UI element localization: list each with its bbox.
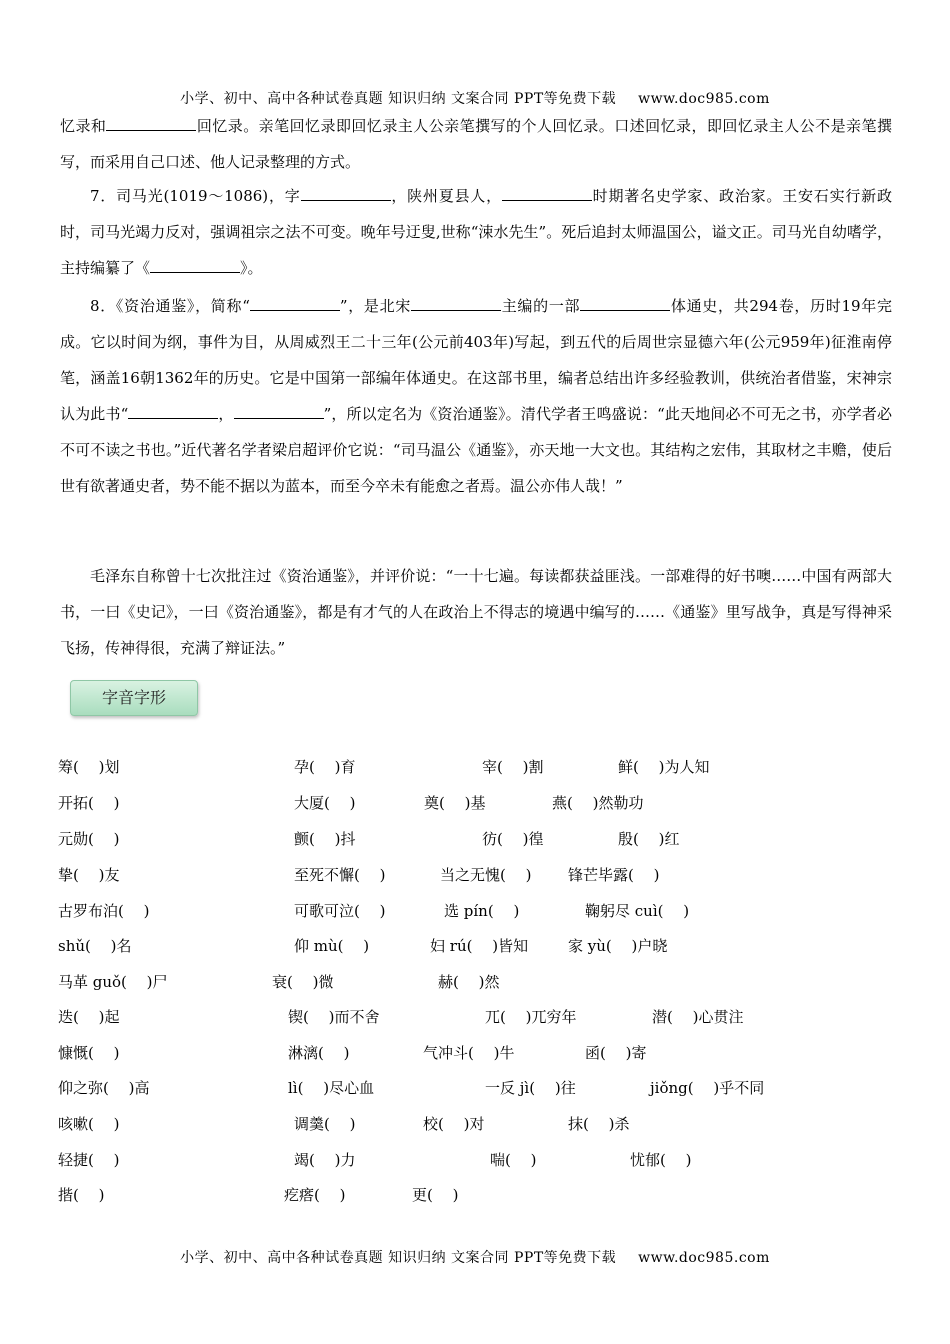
pronunciation-item: jiǒng( )乎不同	[650, 1079, 765, 1097]
pronunciation-item: 校( )对	[423, 1115, 485, 1133]
pronunciation-item: 开拓( )	[58, 794, 120, 812]
q8-text-c: 主编的一部	[501, 297, 581, 315]
mao-paragraph: 毛泽东自称曾十七次批注过《资治通鉴》，并评价说：“一十七遍。每读都获益匪浅。一部难得的好书噢……中国有两部大书，一曰《史记》，一曰《资治通鉴》，都是有才气的人在政治上不得志的境遇中编写的……《通鉴》里写战争，真是写得神采飞扬，传神得很，充满了辩证法。”	[60, 567, 892, 657]
q7-text-d: 》。	[240, 259, 263, 277]
blank-line	[234, 401, 324, 419]
pronunciation-item: 调羹( )	[294, 1115, 356, 1133]
pronunciation-item: 忧郁( )	[630, 1151, 692, 1169]
pronunciation-item: 至死不懈( )	[294, 866, 386, 884]
pronunciation-item: 兀( )兀穷年	[485, 1008, 577, 1026]
pronunciation-item: 挚( )友	[58, 866, 120, 884]
question-7	[60, 178, 892, 286]
pronunciation-item: 燕( )然勒功	[552, 794, 644, 812]
blank-line	[411, 293, 501, 311]
pronunciation-item: 赫( )然	[438, 973, 500, 991]
pronunciation-item: 仰 mù( )	[294, 937, 370, 955]
q7-text-c: 时期著名史学家、政治家。王安石实行新政时，司马光竭力反对，强调祖宗之法不可变。晚年号迂叟,世称“涑水先生”。死后追封太师温国公，谥文正。司马光自幼嗜学，主持编纂了《	[60, 187, 892, 277]
page-header	[0, 88, 950, 108]
pronunciation-item: 孕( )育	[294, 758, 356, 776]
q8-text-e: ，	[218, 405, 234, 423]
pronunciation-item: 一反 jì( )往	[485, 1079, 576, 1097]
pronunciation-item: 家 yù( )户晓	[568, 937, 668, 955]
pronunciation-item: 马革 guǒ( )尸	[58, 973, 168, 991]
header-text: 小学、初中、高中各种试卷真题 知识归纳 文案合同 PPT等免费下载	[180, 91, 617, 107]
footer-text: 小学、初中、高中各种试卷真题 知识归纳 文案合同 PPT等免费下载	[180, 1250, 617, 1266]
pronunciation-item: 鲜( )为人知	[618, 758, 710, 776]
pronunciation-item: 殷( )红	[618, 830, 680, 848]
memoir-text-b: 回忆录。亲笔回忆录即回忆录主人公亲笔撰写的个人回忆录。口述回忆录，即回忆录主人公不是亲笔撰写，而采用自己口述、他人记录整理的方式。	[60, 117, 892, 171]
section-title-button: 字音字形	[70, 680, 198, 716]
pronunciation-item: 淋漓( )	[288, 1044, 350, 1062]
q8-text-f: ”，所以定名为《资治通鉴》。清代学者王鸣盛说：“此天地间必不可无之书，亦学者必不可不读之书也。”近代著名学者梁启超评价它说：“司马温公《通鉴》，亦天地一大文也。其结构之宏伟，其取材之丰赡，使后世有欲著通史者，势不能不据以为蓝本，而至今卒未有能愈之者焉。温公亦伟人哉！”	[60, 405, 892, 495]
q8-text-d: 体通史，共294卷，历时19年完成。它以时间为纲，事件为目，从周威烈王二十三年(公元前403年)写起，到五代的后周世宗显德六年(公元959年)征淮南停笔，涵盖16朝1362年的历史。它是中国第一部编年体通史。在这部书里，编者总结出许多经验教训，供统治者借鉴，宋神宗认为此书“	[60, 297, 892, 423]
blank-line	[580, 293, 670, 311]
pronunciation-item: 当之无愧( )	[440, 866, 532, 884]
blank-line	[128, 401, 218, 419]
pronunciation-item: 元勋( )	[58, 830, 120, 848]
pronunciation-item: lì( )尽心血	[288, 1079, 375, 1097]
pronunciation-item: 鞠躬尽 cuì( )	[585, 902, 690, 920]
pronunciation-item: 迭( )起	[58, 1008, 120, 1026]
blank-line	[301, 183, 391, 201]
pronunciation-item: 慷慨( )	[58, 1044, 120, 1062]
pronunciation-item: 揩( )	[58, 1186, 105, 1204]
pronunciation-item: 颤( )抖	[294, 830, 356, 848]
pronunciation-item: 潜( )心贯注	[652, 1008, 744, 1026]
pronunciation-item: 更( )	[412, 1186, 459, 1204]
pronunciation-item: 抹( )杀	[568, 1115, 630, 1133]
pronunciation-item: 锋芒毕露( )	[568, 866, 660, 884]
pronunciation-item: 奠( )基	[424, 794, 486, 812]
pronunciation-item: 锲( )而不舍	[288, 1008, 380, 1026]
q7-text-b: ，陕州夏县人，	[390, 187, 502, 205]
memoir-text-a: 忆录和	[60, 117, 107, 135]
pronunciation-item: 喘( )	[490, 1151, 537, 1169]
pronunciation-item: 疙瘩( )	[284, 1186, 346, 1204]
pronunciation-item: 大厦( )	[294, 794, 356, 812]
pronunciation-item: 筹( )划	[58, 758, 120, 776]
header-url[interactable]: www.doc985.com	[638, 91, 770, 107]
blank-line	[150, 255, 240, 273]
pronunciation-item: 咳嗽( )	[58, 1115, 120, 1133]
pronunciation-item: 函( )寄	[585, 1044, 647, 1062]
blank-line	[106, 113, 196, 131]
q8-text-a: 8．《资治通鉴》，简称“	[90, 297, 250, 315]
pronunciation-item: 竭( )力	[294, 1151, 356, 1169]
pronunciation-item: 仰之弥( )高	[58, 1079, 150, 1097]
memoir-paragraph	[60, 108, 892, 180]
pronunciation-item: 古罗布泊( )	[58, 902, 150, 920]
pronunciation-item: 可歌可泣( )	[294, 902, 386, 920]
pronunciation-item: 宰( )割	[482, 758, 544, 776]
blank-line	[502, 183, 592, 201]
pronunciation-item: shǔ( )名	[58, 937, 132, 955]
pronunciation-item: 妇 rú( )皆知	[430, 937, 529, 955]
pronunciation-item: 衰( )微	[272, 973, 334, 991]
q8-text-b: ”，是北宋	[339, 297, 412, 315]
blank-line	[250, 293, 340, 311]
pronunciation-item: 轻捷( )	[58, 1151, 120, 1169]
pronunciation-item: 彷( )徨	[482, 830, 544, 848]
page-footer	[0, 1247, 950, 1267]
footer-url[interactable]: www.doc985.com	[638, 1250, 770, 1266]
pronunciation-item: 气冲斗( )牛	[423, 1044, 515, 1062]
pronunciation-item: 选 pín( )	[444, 902, 520, 920]
q7-text-a: 7．司马光(1019～1086)，字	[90, 187, 301, 205]
question-8	[60, 288, 892, 504]
